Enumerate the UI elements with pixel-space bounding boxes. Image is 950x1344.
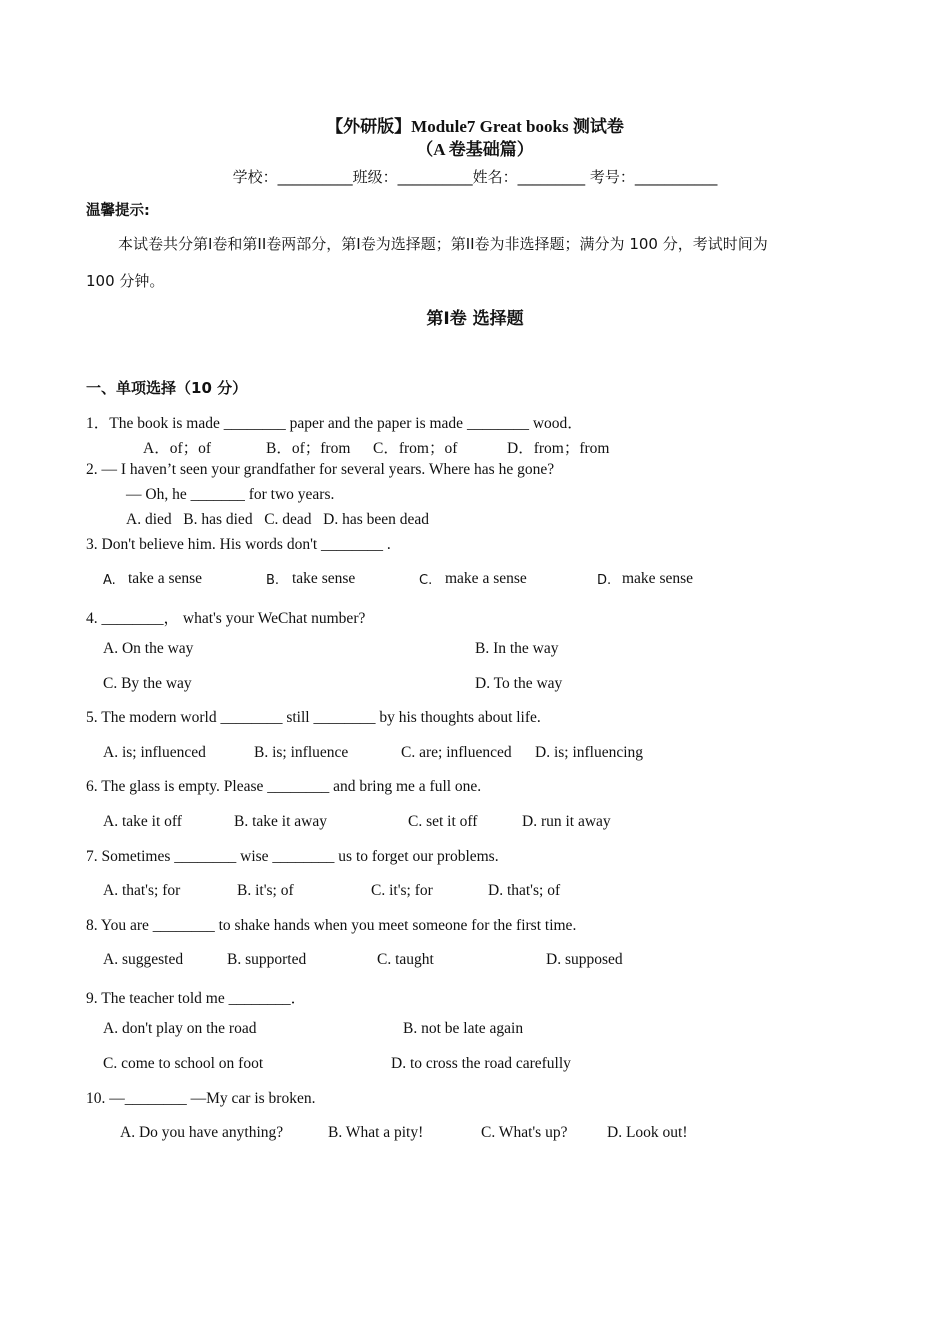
- question-3-stem: 3. Don't believe him. His words don't ________ .: [86, 536, 391, 553]
- page-subtitle: （A 卷基础篇）: [416, 140, 534, 159]
- question-1-option-b[interactable]: B．of；from: [266, 440, 351, 457]
- question-5-option-d[interactable]: D. is; influencing: [535, 744, 644, 761]
- question-5-stem: 5. The modern world ________ still ________ by his thoughts about life.: [86, 709, 541, 726]
- question-3-option-d-label: D.: [597, 573, 612, 588]
- question-3-option-c[interactable]: make a sense: [445, 570, 527, 587]
- question-10-stem: 10. —________ —My car is broken.: [86, 1090, 316, 1107]
- student-info-fields: 学校：__________班级：__________姓名：_________ 考号：___________: [232, 168, 718, 186]
- question-2-stem-reply: — Oh, he _______ for two years.: [126, 486, 335, 503]
- part1-title: 第I卷 选择题: [426, 309, 524, 329]
- question-9-option-c[interactable]: C. come to school on foot: [103, 1055, 264, 1072]
- question-10-option-b[interactable]: B. What a pity!: [328, 1124, 424, 1141]
- question-4-stem: 4. ________， what's your WeChat number?: [86, 610, 366, 627]
- question-9-option-d[interactable]: D. to cross the road carefully: [391, 1055, 571, 1072]
- notice-text-line1: 本试卷共分第I卷和第II卷两部分，第I卷为选择题；第II卷为非选择题；满分为 100 分，考试时间为: [118, 235, 768, 253]
- question-2-options[interactable]: A. died B. has died C. dead D. has been dead: [126, 511, 430, 528]
- question-2-stem: 2. — I haven’t seen your grandfather for several years. Where has he gone?: [86, 461, 555, 478]
- question-7-option-b[interactable]: B. it's; of: [237, 882, 294, 899]
- notice-text-line2: 100 分钟。: [86, 272, 165, 290]
- question-3-option-b[interactable]: take sense: [292, 570, 356, 587]
- question-10-option-c[interactable]: C. What's up?: [481, 1124, 568, 1141]
- question-9-stem: 9. The teacher told me ________．: [86, 990, 307, 1007]
- question-3-option-d[interactable]: make sense: [622, 570, 694, 587]
- question-5-option-b[interactable]: B. is; influence: [254, 744, 349, 761]
- question-1-option-a[interactable]: A．of；of: [143, 440, 212, 457]
- question-3-option-b-label: B.: [266, 573, 280, 588]
- question-6-option-c[interactable]: C. set it off: [408, 813, 478, 830]
- question-7-option-c[interactable]: C. it's; for: [371, 882, 433, 899]
- question-8-option-a[interactable]: A. suggested: [103, 951, 184, 968]
- question-7-option-a[interactable]: A. that's; for: [103, 882, 181, 899]
- question-9-option-b[interactable]: B. not be late again: [403, 1020, 524, 1037]
- question-7-option-d[interactable]: D. that's; of: [488, 882, 561, 899]
- question-8-option-d[interactable]: D. supposed: [546, 951, 623, 968]
- question-1-option-c[interactable]: C．from；of: [373, 440, 458, 457]
- question-6-stem: 6. The glass is empty. Please ________ and bring me a full one.: [86, 778, 482, 795]
- question-1-option-d[interactable]: D．from；from: [507, 440, 610, 457]
- section1-title: 一、单项选择（10 分）: [86, 379, 248, 397]
- question-4-option-c[interactable]: C. By the way: [103, 675, 192, 692]
- question-4-option-d[interactable]: D. To the way: [475, 675, 563, 692]
- question-5-option-a[interactable]: A. is; influenced: [103, 744, 206, 761]
- question-6-option-a[interactable]: A. take it off: [103, 813, 182, 830]
- question-7-stem: 7. Sometimes ________ wise ________ us to forget our problems.: [86, 848, 499, 865]
- question-8-option-c[interactable]: C. taught: [377, 951, 434, 968]
- notice-label: 温馨提示:: [86, 203, 150, 219]
- question-3-option-a-label: A.: [103, 573, 116, 588]
- question-1-stem: 1．The book is made ________ paper and the paper is made ________ wood．: [86, 415, 583, 432]
- question-4-option-b[interactable]: B. In the way: [475, 640, 559, 657]
- question-3-option-c-label: C.: [419, 573, 433, 588]
- question-5-option-c[interactable]: C. are; influenced: [401, 744, 512, 761]
- question-6-option-b[interactable]: B. take it away: [234, 813, 327, 830]
- page-title: 【外研版】Module7 Great books 测试卷: [326, 117, 624, 136]
- question-6-option-d[interactable]: D. run it away: [522, 813, 611, 830]
- question-8-stem: 8. You are ________ to shake hands when you meet someone for the first time.: [86, 917, 577, 934]
- question-8-option-b[interactable]: B. supported: [227, 951, 307, 968]
- question-3-option-a[interactable]: take a sense: [128, 570, 203, 587]
- question-4-option-a[interactable]: A. On the way: [103, 640, 194, 657]
- question-10-option-d[interactable]: D. Look out!: [607, 1124, 688, 1141]
- question-10-option-a[interactable]: A. Do you have anything?: [120, 1124, 284, 1141]
- question-9-option-a[interactable]: A. don't play on the road: [103, 1020, 257, 1037]
